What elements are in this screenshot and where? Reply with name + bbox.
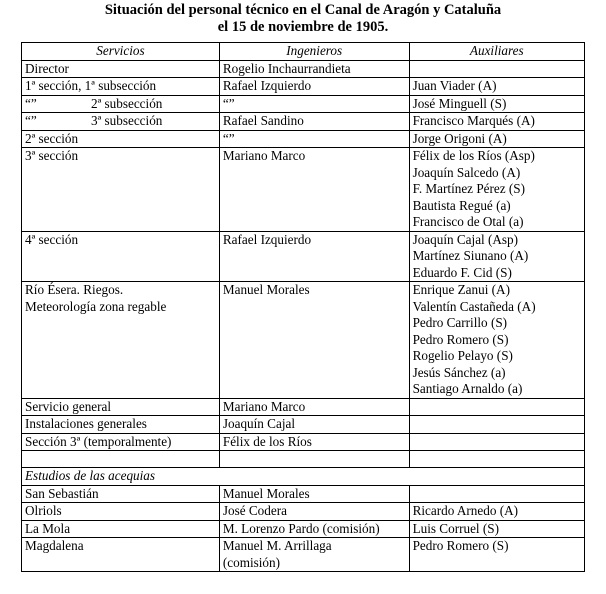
ditto-mark: “”	[25, 113, 37, 128]
auxiliar-name: Pedro Carrillo (S)	[412, 315, 508, 330]
servicio-cell: San Sebastián	[22, 485, 220, 503]
subseccion-label: 3ª subsección	[91, 113, 163, 128]
header-ingenieros: Ingenieros	[219, 43, 409, 61]
auxiliar-cell	[409, 398, 584, 416]
ingeniero-cell: Rogelio Inchaurrandieta	[219, 60, 409, 78]
table-row	[22, 148, 585, 232]
auxiliar-cell	[409, 433, 584, 451]
table-row	[22, 78, 585, 96]
title-line-1: Situación del personal técnico en el Canal de Aragón y Cataluña	[104, 2, 502, 18]
ingeniero-cell: “”	[219, 95, 409, 113]
ingeniero-cell: Rafael Sandino	[219, 113, 409, 131]
table-row	[22, 282, 585, 399]
auxiliar-name: Enrique Zanui (A)	[412, 282, 510, 297]
servicio-cell	[22, 95, 220, 113]
auxiliar-cell: Luis Corruel (S)	[409, 520, 584, 538]
table-row	[22, 231, 585, 282]
blank-row	[22, 451, 585, 468]
auxiliar-name: Félix de los Ríos (Asp)	[412, 148, 535, 163]
auxiliar-cell: Ricardo Arnedo (A)	[409, 503, 584, 521]
ingeniero-cell: Félix de los Ríos	[219, 433, 409, 451]
auxiliar-name: Bautista Regué (a)	[412, 197, 511, 213]
auxiliar-name: Rogelio Pelayo (S)	[412, 348, 513, 363]
header-row	[22, 43, 585, 61]
auxiliar-cell	[409, 60, 584, 78]
auxiliar-name: Santiago Arnaldo (a)	[412, 381, 523, 396]
servicio-cell: 1ª sección, 1ª subsección	[22, 78, 220, 96]
ingeniero-line: Manuel M. Arrillaga	[222, 538, 332, 553]
ditto-mark: “”	[25, 95, 37, 111]
table-row	[22, 398, 585, 416]
servicio-cell	[22, 282, 220, 399]
ingeniero-cell: Rafael Izquierdo	[219, 231, 409, 282]
table-row	[22, 503, 585, 521]
table-row	[22, 60, 585, 78]
servicio-line: Meteorología zona regable	[25, 298, 167, 314]
auxiliar-name: Valentín Castañeda (A)	[412, 298, 536, 314]
ingeniero-cell: Mariano Marco	[219, 148, 409, 232]
ingeniero-cell: Rafael Izquierdo	[219, 78, 409, 96]
acequias-heading-row	[22, 468, 585, 486]
servicio-cell: 4ª sección	[22, 231, 220, 282]
table-row	[22, 95, 585, 113]
auxiliar-cell	[409, 148, 584, 232]
table-row	[22, 485, 585, 503]
servicio-cell: Director	[22, 60, 220, 78]
servicio-cell: Servicio general	[22, 398, 220, 416]
auxiliar-cell	[409, 485, 584, 503]
document-title	[0, 0, 606, 36]
servicio-cell: Magdalena	[22, 538, 220, 572]
servicio-line: Río Ésera. Riegos.	[25, 282, 124, 297]
servicio-cell: Sección 3ª (temporalmente)	[22, 433, 220, 451]
auxiliar-cell: Pedro Romero (S)	[409, 538, 584, 572]
ingeniero-cell: Mariano Marco	[219, 398, 409, 416]
auxiliar-name: Francisco de Otal (a)	[412, 214, 524, 229]
ingeniero-cell: M. Lorenzo Pardo (comisión)	[219, 520, 409, 538]
blank-cell	[409, 451, 584, 468]
table-row	[22, 113, 585, 131]
ingeniero-cell: Joaquín Cajal	[219, 416, 409, 434]
auxiliar-cell: José Minguell (S)	[409, 95, 584, 113]
acequias-heading: Estudios de las acequias	[22, 468, 585, 486]
subseccion-label: 2ª subsección	[91, 95, 163, 111]
ingeniero-cell: Manuel Morales	[219, 282, 409, 399]
header-servicios: Servicios	[22, 43, 220, 61]
ingeniero-cell	[219, 538, 409, 572]
auxiliar-name: Eduardo F. Cid (S)	[412, 264, 512, 280]
auxiliar-name: Joaquín Salcedo (A)	[412, 164, 521, 180]
servicio-cell: La Mola	[22, 520, 220, 538]
auxiliar-cell: Jorge Origoni (A)	[409, 130, 584, 148]
auxiliar-cell: Juan Viader (A)	[409, 78, 584, 96]
ingeniero-cell: “”	[219, 130, 409, 148]
servicio-cell: 3ª sección	[22, 148, 220, 232]
servicio-cell: Instalaciones generales	[22, 416, 220, 434]
ingeniero-cell: José Codera	[219, 503, 409, 521]
ingeniero-cell: Manuel Morales	[219, 485, 409, 503]
blank-cell	[219, 451, 409, 468]
auxiliar-cell	[409, 282, 584, 399]
auxiliar-name: Jesús Sánchez (a)	[412, 364, 506, 380]
servicio-cell	[22, 113, 220, 131]
table-row	[22, 433, 585, 451]
table-row	[22, 416, 585, 434]
header-auxiliares: Auxiliares	[409, 43, 584, 61]
auxiliar-name: Joaquín Cajal (Asp)	[412, 231, 519, 247]
servicio-cell: 2ª sección	[22, 130, 220, 148]
servicio-cell: Olriols	[22, 503, 220, 521]
auxiliar-name: F. Martínez Pérez (S)	[412, 181, 526, 196]
blank-cell	[22, 451, 220, 468]
auxiliar-cell	[409, 416, 584, 434]
auxiliar-name: Pedro Romero (S)	[412, 331, 509, 347]
table-row	[22, 538, 585, 572]
ingeniero-line: (comisión)	[222, 554, 280, 570]
auxiliar-cell: Francisco Marqués (A)	[409, 113, 584, 131]
title-line-2: el 15 de noviembre de 1905.	[217, 19, 389, 35]
table-row	[22, 130, 585, 148]
auxiliar-name: Martínez Siunano (A)	[412, 248, 529, 263]
table-row	[22, 520, 585, 538]
auxiliar-cell	[409, 231, 584, 282]
personnel-table	[21, 42, 585, 572]
